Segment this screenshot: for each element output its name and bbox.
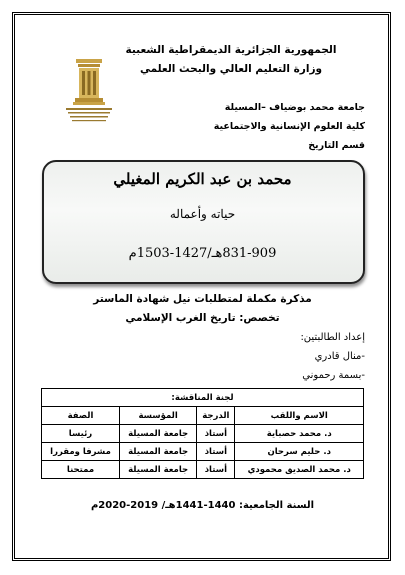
jury-header-name: الاسم واللقب [235,407,364,425]
jury-cell: أستاذ [197,461,235,479]
jury-header-row [42,407,364,425]
department-name: قسم التاريخ [308,140,365,151]
university-logo-icon [62,57,116,125]
jury-cell: جامعة المسيلة [120,425,197,443]
jury-title: لجنة المناقشة: [42,389,364,407]
republic-heading: الجمهورية الجزائرية الديمقراطية الشعبية [125,44,337,56]
faculty-name: كلية العلوم الإنسانية والاجتماعية [213,121,365,132]
memo-description: مذكرة مكملة لمتطلبات نيل شهادة الماستر [93,293,312,305]
jury-cell: جامعة المسيلة [120,461,197,479]
table-row [42,461,364,479]
jury-cell: أستاذ [197,443,235,461]
jury-header-institution: المؤسسة [120,407,197,425]
jury-table [41,388,364,479]
jury-cell: مشرفا ومقررا [42,443,120,461]
student-name-2: -بسمة رحموني [302,370,365,381]
thesis-subtitle: حياته وأعماله [169,207,236,221]
jury-header-rank: الدرجة [197,407,235,425]
jury-cell: رئيسا [42,425,120,443]
ministry-heading: وزارة التعليم العالي والبحث العلمي [139,63,323,75]
students-heading: إعداد الطالبتين: [300,332,365,343]
jury-cell: ممتحنا [42,461,120,479]
jury-cell: جامعة المسيلة [120,443,197,461]
table-row [42,443,364,461]
jury-header-role: الصفة [42,407,120,425]
jury-cell: أستاذ [197,425,235,443]
table-row [42,425,364,443]
student-name-1: -منال قادري [314,351,365,362]
thesis-title: محمد بن عبد الكريم المغيلي [113,170,292,188]
jury-cell: د. محمد الصديق محمودي [235,461,364,479]
jury-title-row [42,389,364,407]
academic-year: السنة الجامعية: 1440-1441هـ/ 2019-2020م [90,500,315,511]
thesis-dates: 831-909هـ/1427-1503م [128,246,277,261]
specialty-line: تخصص: تاريخ الغرب الإسلامي [125,312,280,324]
jury-cell: د. حليم سرحان [235,443,364,461]
university-name: جامعة محمد بوضياف –المسيلة [224,102,365,113]
jury-cell: د. محمد حصباية [235,425,364,443]
